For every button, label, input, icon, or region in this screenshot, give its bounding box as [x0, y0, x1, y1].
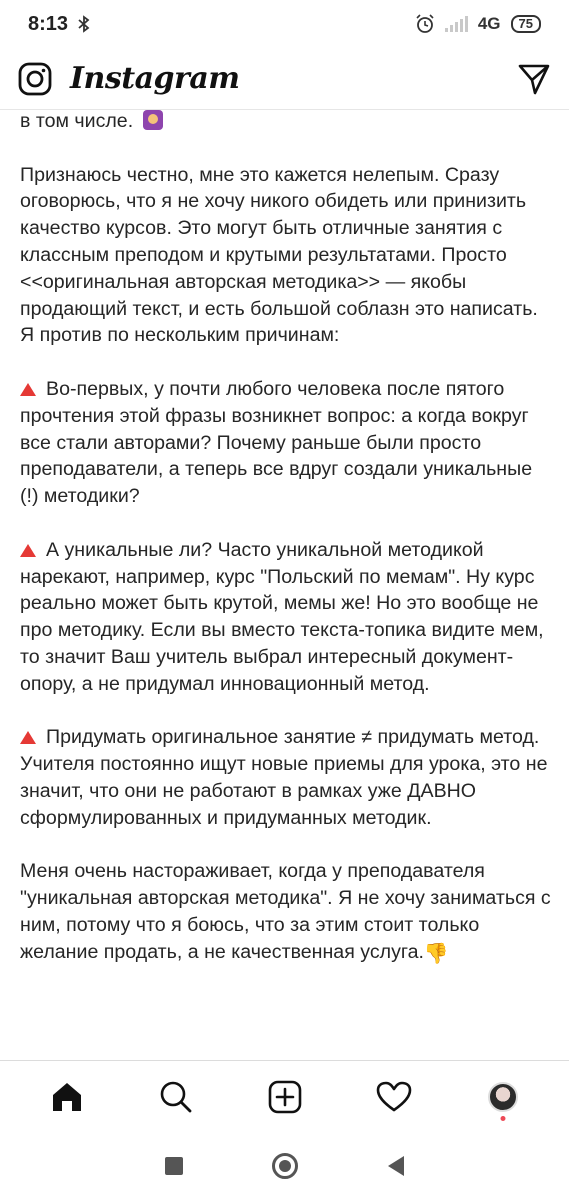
back-button[interactable]	[388, 1156, 404, 1176]
search-icon	[159, 1080, 193, 1114]
caption-paragraph	[20, 110, 553, 135]
network-type: 4G	[477, 14, 501, 33]
caption-text: Меня очень настораживает, когда у преподавателя "уникальная авторская методика". Я не хочу заниматься с ним, потому что я боюсь, что за этим стоит только желание продать, а не качественная услуга.	[20, 860, 551, 963]
new-post-icon	[268, 1080, 302, 1114]
notification-dot	[500, 1116, 505, 1121]
caption-text: Во-первых, у почти любого человека после пятого прочтения этой фразы возникнет вопрос: а когда вокруг все стали авторами? Почему раньше были просто преподаватели, а теперь все вдруг создали уникальные (!) методики?	[20, 377, 533, 508]
caption-paragraph	[20, 162, 553, 350]
red-triangle-icon	[20, 544, 36, 557]
caption-text: в том числе.	[20, 110, 139, 132]
nav-activity[interactable]	[364, 1067, 424, 1127]
home-button-dot	[279, 1160, 291, 1172]
battery-icon	[511, 15, 541, 33]
caption-paragraph	[20, 376, 553, 510]
caption-text: Придумать оригинальное занятие ≠ придумать метод. Учителя постоянно ищут новые приемы для урока, это не значит, что они не работают в рамках уже ДАВНО сформулированных и придуманных методик.	[20, 726, 548, 829]
caption-paragraph	[20, 537, 553, 698]
header-left	[18, 61, 240, 96]
status-left	[28, 13, 90, 36]
nav-home[interactable]	[37, 1067, 97, 1127]
status-time: 8:13	[28, 12, 69, 35]
bottom-navigation	[0, 1060, 569, 1132]
caption-text: А уникальные ли? Часто уникальной методикой нарекают, например, курс "Польский по мемам". Ну курс реально может быть крутой, мемы же! Но это вообще не про методику. Если вы вместо текста-топика видите мем, то значит Ваш учитель выбрал интересный документ-опору, а не придумал инновационный метод.	[20, 538, 544, 695]
bluetooth-icon	[78, 15, 90, 33]
caption-paragraph	[20, 724, 553, 831]
thumbs-down-emoji: 👎	[423, 942, 449, 965]
system-navigation	[0, 1132, 569, 1200]
camera-icon[interactable]	[18, 62, 52, 96]
red-triangle-icon	[20, 731, 36, 744]
nav-new-post[interactable]	[255, 1067, 315, 1127]
direct-message-icon[interactable]	[517, 62, 551, 96]
battery-level: 75	[518, 16, 533, 31]
post-caption-scroll[interactable]	[0, 110, 569, 1060]
home-button[interactable]	[272, 1153, 298, 1179]
signal-icon	[445, 16, 468, 32]
caption-paragraph	[20, 858, 553, 967]
nav-profile[interactable]	[473, 1067, 533, 1127]
red-triangle-icon	[20, 383, 36, 396]
profile-avatar	[488, 1082, 518, 1112]
activity-heart-icon	[376, 1081, 412, 1113]
nav-search[interactable]	[146, 1067, 206, 1127]
woman-gesturing-emoji	[143, 110, 163, 130]
app-header	[0, 48, 569, 110]
home-icon	[50, 1080, 84, 1114]
recents-button[interactable]	[165, 1157, 183, 1175]
post-caption	[20, 110, 553, 994]
alarm-icon	[415, 14, 435, 34]
caption-text: Признаюсь честно, мне это кажется нелепым. Сразу оговорюсь, что я не хочу никого обидеть или принизить качество курсов. Это могут быть отличные занятия с классным преподом и крутыми результатами. Просто <<оригинальная авторская методика>> — якобы продающий текст, и есть большой соблазн это написать. Я против по нескольким причинам:	[20, 163, 538, 347]
app-brand-logo: Instagram	[70, 61, 240, 96]
status-bar	[0, 0, 569, 48]
status-right	[415, 14, 541, 34]
